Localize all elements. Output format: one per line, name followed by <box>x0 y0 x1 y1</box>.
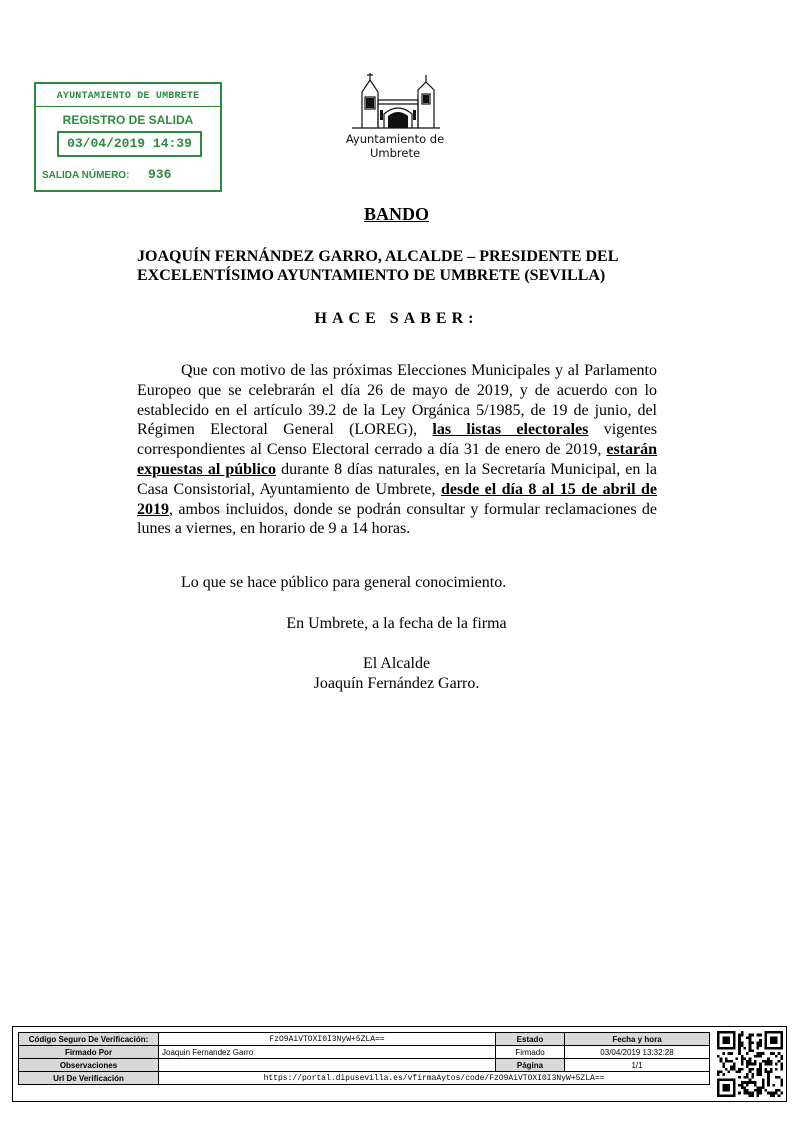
announcement-heading: HACE SABER: <box>314 310 479 327</box>
datetime-header: Fecha y hora <box>565 1033 710 1046</box>
signed-by-value: Joaquin Fernandez Garro <box>159 1046 496 1059</box>
stamp-number: 936 <box>148 167 172 182</box>
stamp-divider <box>36 106 220 107</box>
body-emphasis: estarán expuestas al público <box>137 441 657 478</box>
body-paragraph <box>137 361 657 539</box>
body-text: Que con motivo de las próximas Elecciones Municipales y al Parlamento Europeo que se celebrarán el día 26 de mayo de 2019, y de acuerdo con lo establecido en el artículo 39.2 de la Ley Orgánica 5/1985, de 19 de junio, del Régimen Electoral General (LOREG), <box>137 362 657 439</box>
municipal-logo <box>320 70 470 160</box>
qr-code-icon <box>717 1031 783 1097</box>
closing-text: Lo que se hace público para general conocimiento. <box>181 574 507 591</box>
body-text: , ambos incluidos, donde se podrán consultar y formular reclamaciones de lunes a viernes, en horario de 9 a 14 horas. <box>137 500 657 538</box>
signer-title: El Alcalde <box>362 655 431 672</box>
body-text: durante 8 días naturales, en la Secretaría Municipal, en la Casa Consistorial, Ayuntamiento de Umbrete, <box>137 460 657 498</box>
document-author: JOAQUÍN FERNÁNDEZ GARRO, ALCALDE – PRESIDENTE DEL EXCELENTÍSIMO AYUNTAMIENTO DE UMBRETE (SEVILLA) <box>137 248 618 284</box>
url-label: Url De Verificación <box>19 1072 159 1085</box>
verification-url[interactable]: https://portal.dipusevilla.es/vfirmaAytos/code/FzO9AiVTOXI0I3NyW+5ZLA== <box>159 1072 710 1085</box>
body-emphasis: desde el día 8 al 15 de abril de 2019 <box>137 480 658 518</box>
table-row <box>19 1033 710 1046</box>
town-hall-building-icon <box>348 70 442 130</box>
verification-table <box>18 1032 710 1085</box>
page-label: Página <box>496 1059 565 1072</box>
verification-panel <box>12 1026 787 1102</box>
table-row <box>19 1072 710 1085</box>
page-value: 1/1 <box>565 1059 710 1072</box>
body-text: vigentes correspondientes al Censo Electoral cerrado a día 31 de enero de 2019, <box>137 421 658 459</box>
place-date: En Umbrete, a la fecha de la firma <box>286 615 507 632</box>
logo-text: Ayuntamiento de Umbrete <box>345 132 445 160</box>
body-emphasis: las listas electorales <box>432 421 589 439</box>
document-title: BANDO <box>363 204 429 224</box>
verification-code: FzO9AiVTOXI0I3NyW+5ZLA== <box>159 1033 496 1046</box>
table-row <box>19 1046 710 1059</box>
stamp-title: AYUNTAMIENTO DE UMBRETE <box>56 91 200 102</box>
code-label: Código Seguro De Verificación: <box>19 1033 159 1046</box>
datetime-value: 03/04/2019 13:32:28 <box>565 1046 710 1059</box>
stamp-subtitle: REGISTRO DE SALIDA <box>62 113 194 127</box>
observations-value <box>159 1059 496 1072</box>
registry-stamp <box>34 82 222 192</box>
signed-by-label: Firmado Por <box>19 1046 159 1059</box>
status-value: Firmado <box>496 1046 565 1059</box>
signer-name: Joaquín Fernández Garro. <box>313 675 480 692</box>
stamp-number-label: SALIDA NÚMERO: <box>42 170 130 181</box>
status-header: Estado <box>496 1033 565 1046</box>
table-row <box>19 1059 710 1072</box>
observations-label: Observaciones <box>19 1059 159 1072</box>
stamp-datetime: 03/04/2019 14:39 <box>57 131 202 157</box>
